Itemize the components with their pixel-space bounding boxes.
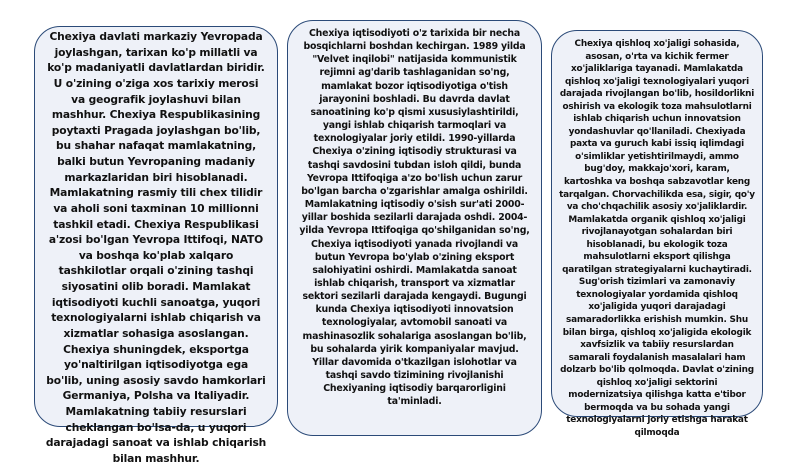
text-panel-czech-economy xyxy=(287,20,542,436)
text-panel-czech-overview xyxy=(34,26,278,465)
panel-text-overview: Chexiya davlati markaziy Yevropada joylashgan, tarixan ko'p millatli va ko'p madaniyatli davlatlardan biridir. U o'zining o'ziga xos tarixiy merosi va geografik joylashuvi bilan mashhur. Chexiya Respublikasining poytaxti Pragada joylashgan bo'lib, bu shahar nafaqat mamlakatning, balki butun Yevropaning madaniy markazlaridan biri hisoblanadi. Mamlakatning rasmiy tili chex tilidir va aholi soni taxminan 10 millionni tashkil etadi. Chexiya Respublikasi a'zosi bo'lgan Yevropa Ittifoqi, NATO va boshqa ko'plab xalqaro tashkilotlar orqali o'zining tashqi siyosatini olib boradi. Mamlakat iqtisodiyoti kuchli sanoatga, yuqori texnologiyalarni ishlab chiqarish va xizmatlar sohasiga asoslangan. Chexiya shuningdek, eksportga yo'naltirilgan iqtisodiyotga ega bo'lib, uning asosiy savdo hamkorlari Germaniya, Polsha va Italiyadir. Mamlakatning tabiiy resurslari cheklangan bo'lsa-da, u yuqori darajadagi sanoat va ishlab chiqarish bilan mashhur. xyxy=(45,30,267,465)
panel-text-agriculture: Chexiya qishloq xo'jaligi sohasida, asosan, o'rta va kichik fermer xo'jaliklariga tayanadi. Mamlakatda qishloq xo'jaligi texnologiyalari yuqori darajada rivojlangan bo'lib, hosildorlikni oshirish va ekologik toza mahsulotlarni ishlab chiqarish uchun innovatsion yondashuvlar qo'llaniladi. Chexiyada paxta va guruch kabi issiq iqlimdagi o'simliklar yetishtirilmaydi, ammo bug'doy, makkajo'xori, karam, kartoshka va boshqa sabzavotlar keng tarqalgan. Chorvachilikda esa, sigir, qo'y va cho'chqachilik asosiy xo'jaliklardir. Mamlakatda organik qishloq xo'jaligi rivojlanayotgan sohalardan biri hisoblanadi, bu ekologik toza mahsulotlarni eksport qilishga qaratilgan strategiyalarni kuchaytiradi. Sug'orish tizimlari va zamonaviy texnologiyalar yordamida qishloq xo'jaligida yuqori darajadagi samaradorlikka erishish mumkin. Shu bilan birga, qishloq xo'jaligida ekologik xavfsizlik va tabiiy resurslardan samarali foydalanish masalalari ham dolzarb bo'lib qolmoqda. Davlat o'zining qishloq xo'jaligi sektorini modernizatsiya qilishga katta e'tibor bermoqda va bu sohada yangi texnologiyalarni joriy etishga harakat qilmoqda xyxy=(559,39,755,438)
text-panel-czech-agriculture xyxy=(551,30,763,438)
panel-text-economy: Chexiya iqtisodiyoti o'z tarixida bir necha bosqichlarni boshdan kechirgan. 1989 yilda "Velvet inqilobi" natijasida kommunistik rejimni ag'darib tashlaganidan so'ng, mamlakat bozor iqtisodiyotiga o'tish jarayonini boshladi. Bu davrda davlat sanoatining ko'p qismi xususiylashtirildi, yangi ishlab chiqarish tarmoqlari va texnologiyalar joriy etildi. 1990-yillarda Chexiya o'zining iqtisodiy strukturasi va tashqi savdosini tubdan isloh qildi, bunda Yevropa Ittifoqiga a'zo bo'lish uchun zarur bo'lgan barcha o'zgarishlar amalga oshirildi. Mamlakatning iqtisodiy o'sish sur'ati 2000-yillar boshida sezilarli darajada oshdi. 2004-yilda Yevropa Ittifoqiga qo'shilganidan so'ng, Chexiya iqtisodiyoti yanada rivojlandi va butun Yevropa bo'ylab o'zining eksport salohiyatini oshirdi. Mamlakatda sanoat ishlab chiqarish, transport va xizmatlar sektori sezilarli darajada kengaydi. Bugungi kunda Chexiya iqtisodiyoti innovatsion texnologiyalar, avtomobil sanoati va mashinasozlik sohalariga asoslangan bo'lib, bu sohalarda yirik kompaniyalar mavjud. Yillar davomida o'tkazilgan islohotlar va tashqi savdo tizimining rivojlanishi Chexiyaning iqtisodiy barqarorligini ta'minladi. xyxy=(299,28,530,408)
